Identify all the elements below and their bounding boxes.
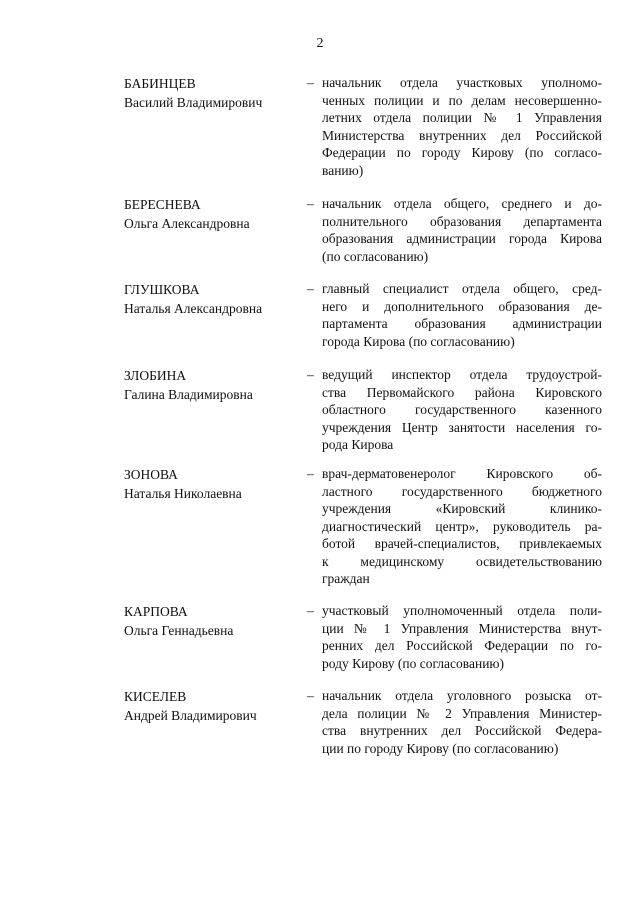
page-number: 2: [316, 36, 324, 51]
member-name: [124, 280, 304, 318]
member-surname: ЗЛОБИНА: [124, 368, 187, 383]
dash-separator: –: [307, 367, 314, 382]
member-name: [124, 465, 304, 503]
dash-separator: –: [307, 75, 314, 90]
member-given-names: Ольга Геннадьевна: [124, 623, 234, 638]
member-name: [124, 366, 304, 404]
position-line: областного государственного казенного: [322, 402, 602, 417]
member-name: [124, 195, 304, 233]
position-line: города Кирова (по согласованию): [322, 333, 515, 349]
position-line: Федерации по городу Кирову (по согласо-: [322, 145, 602, 160]
member-surname: ЗОНОВА: [124, 467, 178, 482]
member-surname: КАРПОВА: [124, 604, 188, 619]
member-position: [322, 465, 602, 588]
member-surname: БАБИНЦЕВ: [124, 76, 196, 91]
position-line: дела полиции № 2 Управления Министер-: [322, 705, 602, 721]
member-surname: БЕРЕСНЕВА: [124, 197, 201, 212]
member-position: [322, 687, 602, 757]
position-line: ведущий инспектор отдела трудоустрой-: [322, 367, 602, 382]
member-surname: КИСЕЛЕВ: [124, 689, 187, 704]
dash-separator: –: [307, 688, 314, 703]
member-given-names: Ольга Александровна: [124, 216, 250, 231]
position-line: ства Первомайского района Кировского: [322, 384, 602, 400]
member-given-names: Наталья Александровна: [124, 301, 263, 316]
position-line: партамента образования администрации: [322, 316, 602, 331]
position-line: начальник отдела уголовного розыска от-: [322, 688, 602, 703]
position-line: учреждения Центр занятости населения го-: [322, 419, 602, 435]
position-line: к медицинскому освидетельствованию: [322, 553, 602, 569]
member-position: [322, 280, 602, 350]
member-name: [124, 687, 304, 725]
position-line: ченных полиции и по делам несовершенно-: [322, 92, 602, 108]
position-line: диагностический центр», руководитель ра-: [322, 518, 602, 534]
member-name: [124, 74, 304, 112]
position-line: ции по городу Кирову (по согласованию): [322, 740, 559, 756]
position-line: него и дополнительного образования де-: [322, 298, 602, 314]
member-position: [322, 366, 602, 454]
position-line: граждан: [322, 571, 370, 586]
member-position: [322, 602, 602, 672]
dash-separator: –: [307, 603, 314, 618]
position-line: главный специалист отдела общего, сред-: [322, 281, 602, 296]
position-line: ванию): [322, 162, 364, 178]
dash-separator: –: [307, 281, 314, 296]
position-line: летних отдела полиции № 1 Управления: [322, 110, 602, 125]
member-name: [124, 602, 304, 640]
position-line: рода Кирова: [322, 437, 394, 452]
position-line: полнительного образования департамента: [322, 213, 602, 229]
position-line: ботой врачей-специалистов, привлекаемых: [322, 536, 602, 551]
position-line: учреждения «Кировский клинико-: [322, 501, 602, 516]
position-line: образования администрации города Кирова: [322, 231, 602, 246]
member-position: [322, 74, 602, 179]
dash-separator: –: [307, 196, 314, 211]
position-line: ренних дел Российской Федерации по го-: [322, 638, 602, 653]
dash-separator: –: [307, 466, 314, 481]
position-line: участковый уполномоченный отдела поли-: [322, 603, 602, 618]
member-surname: ГЛУШКОВА: [124, 282, 200, 297]
position-line: врач-дерматовенеролог Кировского об-: [322, 466, 602, 481]
position-line: Министерства внутренних дел Российской: [322, 127, 602, 143]
position-line: (по согласованию): [322, 248, 429, 264]
member-given-names: Андрей Владимирович: [124, 708, 257, 723]
position-line: ства внутренних дел Российской Федера-: [322, 723, 602, 738]
position-line: ластного государственного бюджетного: [322, 483, 602, 499]
member-position: [322, 195, 602, 265]
member-given-names: Василий Владимирович: [124, 95, 263, 110]
member-given-names: Галина Владимировна: [124, 387, 253, 402]
position-line: ции № 1 Управления Министерства внут-: [322, 620, 602, 636]
member-given-names: Наталья Николаевна: [124, 486, 242, 501]
position-line: начальник отдела участковых уполномо-: [322, 75, 602, 90]
position-line: роду Кирову (по согласованию): [322, 655, 504, 671]
position-line: начальник отдела общего, среднего и до-: [322, 196, 602, 211]
